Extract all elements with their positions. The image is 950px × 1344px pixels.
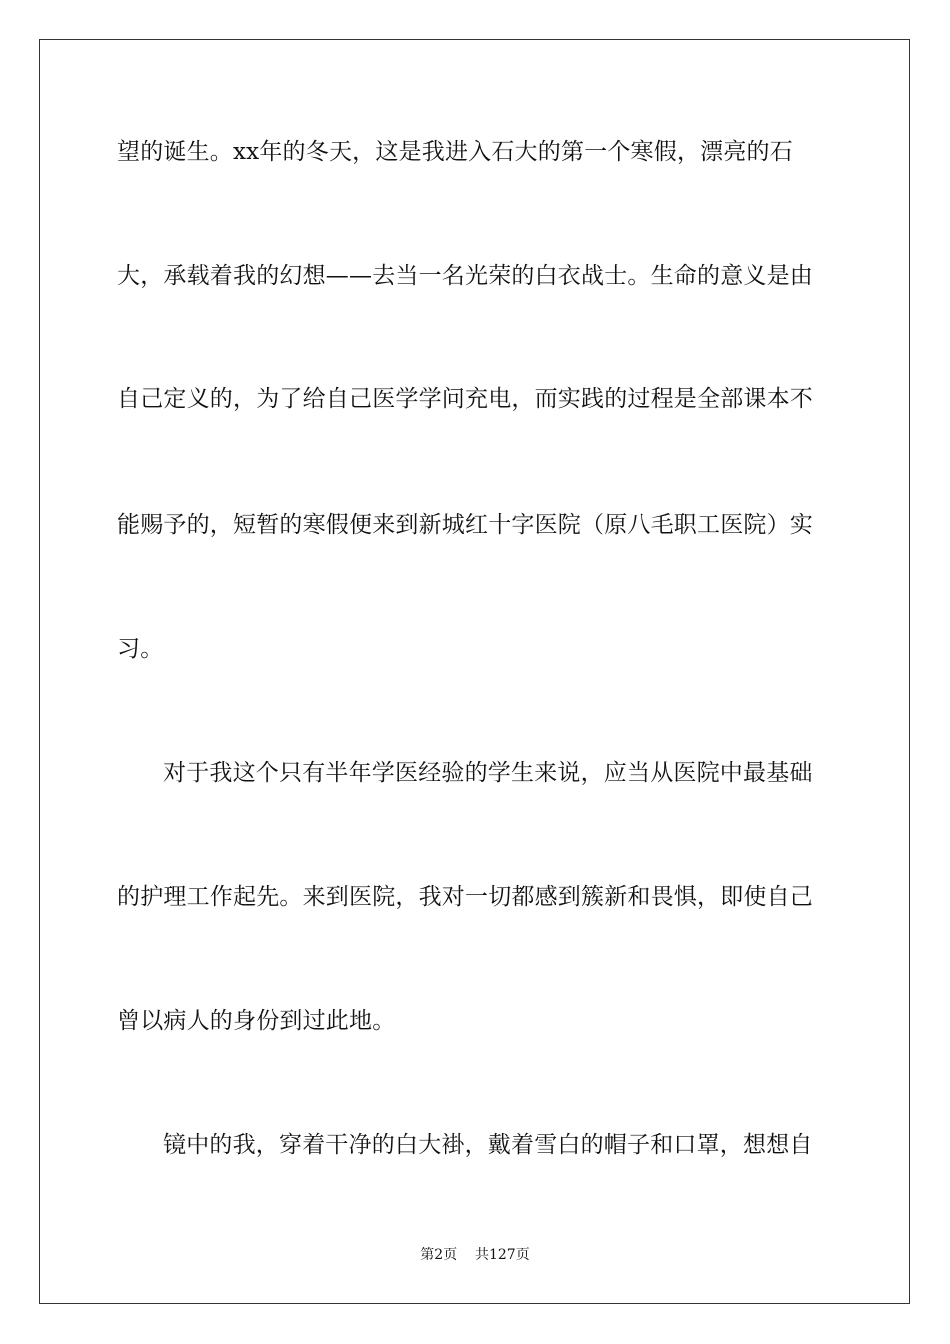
- text-line-7: 的护理工作起先。来到医院，我对一切都感到簇新和畏惧，即使自己: [117, 884, 813, 910]
- text-line-2: 大，承载着我的幻想——去当一名光荣的白衣战士。生命的意义是由: [117, 263, 813, 289]
- page-border: [39, 39, 910, 1304]
- page-number-footer: 第2页 共127页: [420, 1247, 530, 1263]
- text-line-4: 能赐予的，短暂的寒假便来到新城红十字医院（原八毛职工医院）实: [117, 512, 813, 538]
- text-line-1: 望的诞生。xx年的冬天，这是我进入石大的第一个寒假，漂亮的石: [117, 139, 793, 165]
- text-line-3: 自己定义的，为了给自己医学学问充电，而实践的过程是全部课本不: [117, 386, 813, 412]
- text-line-5: 习。: [117, 636, 164, 662]
- paragraph-start-line-9: 镜中的我，穿着干净的白大褂，戴着雪白的帽子和口罩，想想自: [163, 1132, 813, 1158]
- text-line-8: 曾以病人的身份到过此地。: [117, 1008, 396, 1034]
- paragraph-start-line-6: 对于我这个只有半年学医经验的学生来说，应当从医院中最基础: [163, 760, 813, 786]
